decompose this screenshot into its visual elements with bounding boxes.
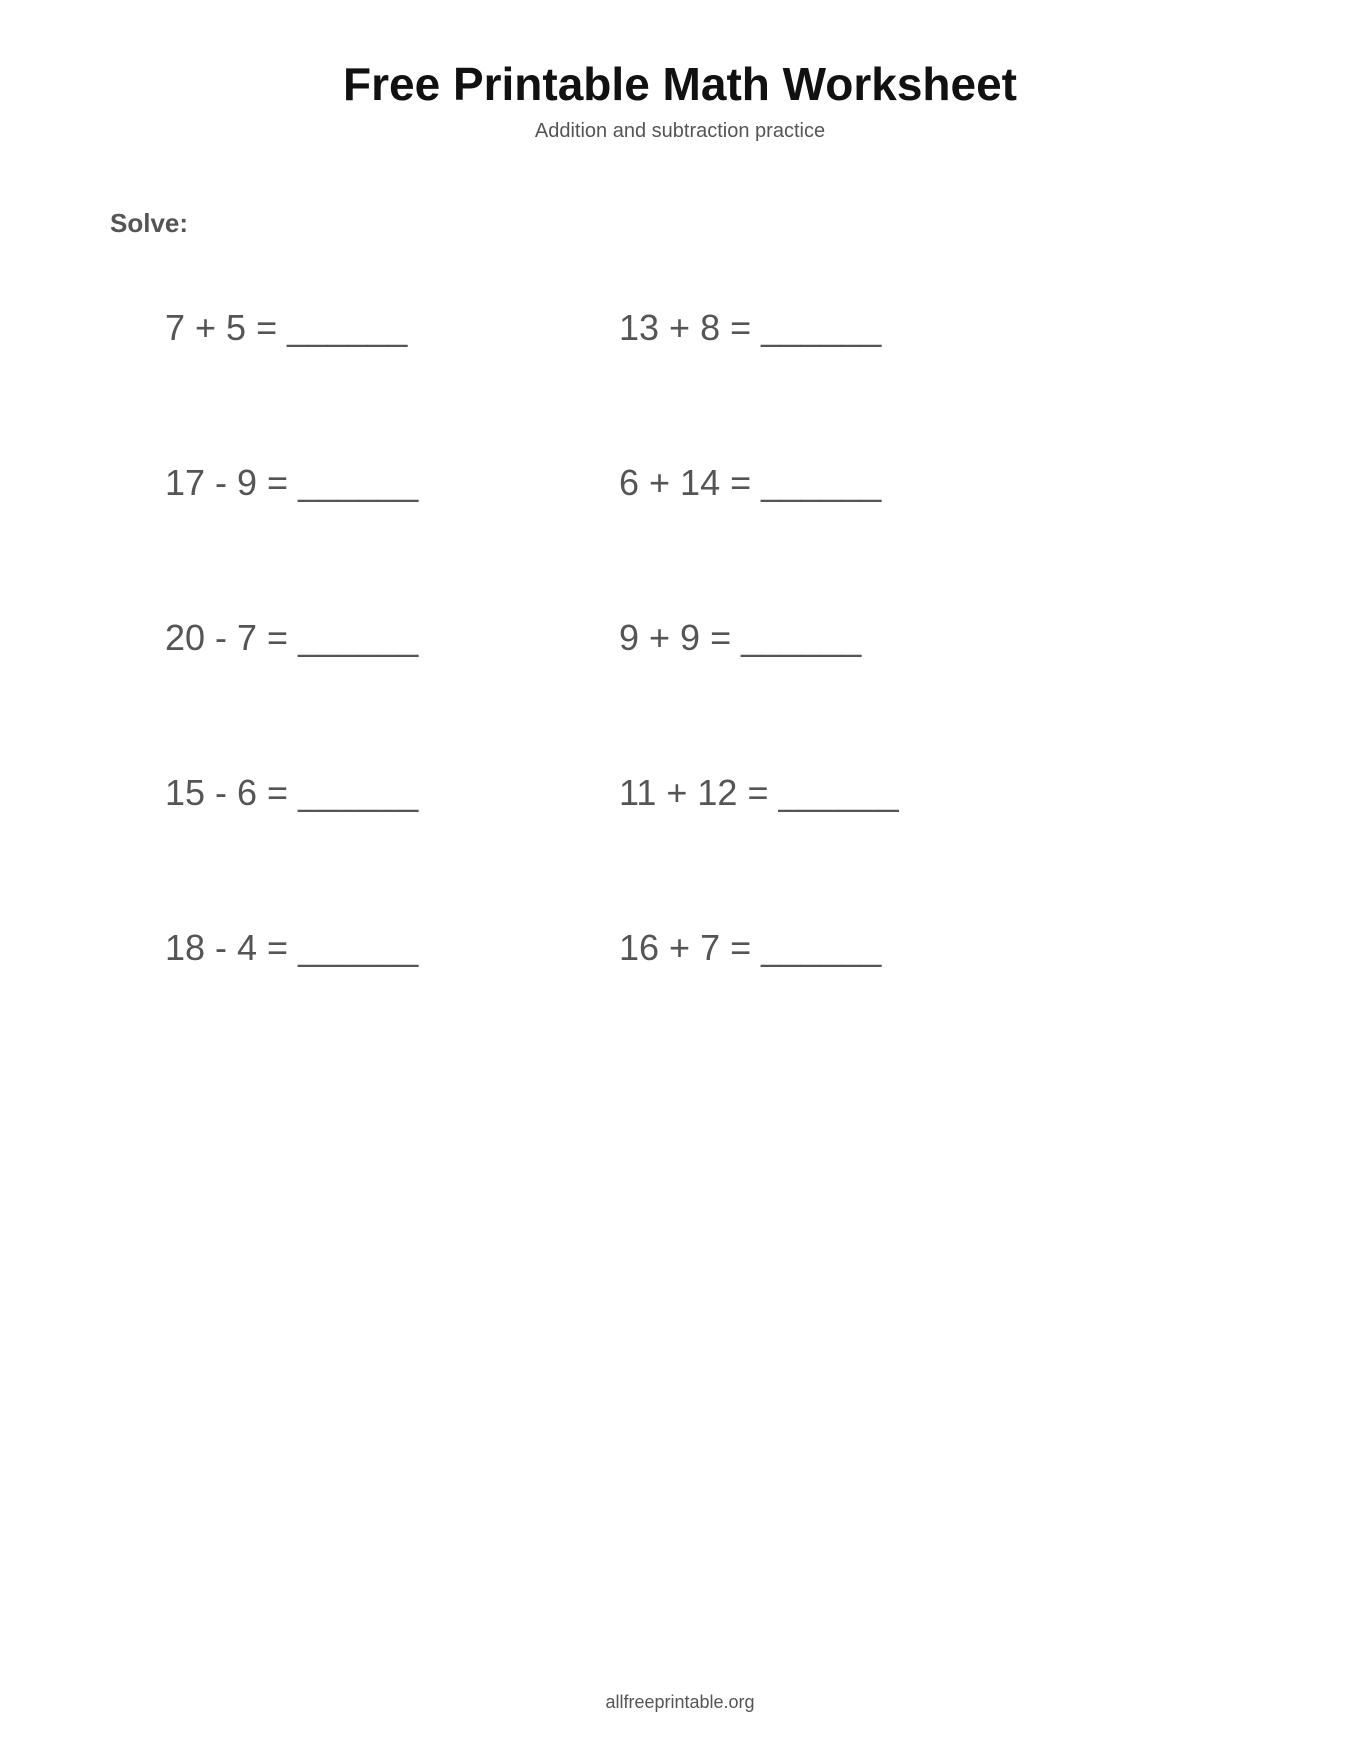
page-subtitle: Addition and subtraction practice	[534, 120, 826, 142]
problem-item: 15 - 6 = ______	[165, 772, 419, 813]
problem-item: 7 + 5 = ______	[165, 307, 408, 348]
problem-item: 11 + 12 = ______	[619, 772, 899, 813]
problem-grid	[165, 306, 1065, 1081]
footer-site: allfreeprintable.org	[605, 1692, 755, 1712]
problem-item: 6 + 14 = ______	[619, 462, 882, 503]
problem-item: 20 - 7 = ______	[165, 617, 419, 658]
problem-item: 16 + 7 = ______	[619, 927, 882, 968]
problem-item: 9 + 9 = ______	[619, 617, 862, 658]
instruction-label: Solve:	[110, 208, 189, 238]
problem-item: 17 - 9 = ______	[165, 462, 419, 503]
problem-item: 13 + 8 = ______	[619, 307, 882, 348]
page-title: Free Printable Math Worksheet	[343, 58, 1017, 110]
problem-item: 18 - 4 = ______	[165, 927, 419, 968]
